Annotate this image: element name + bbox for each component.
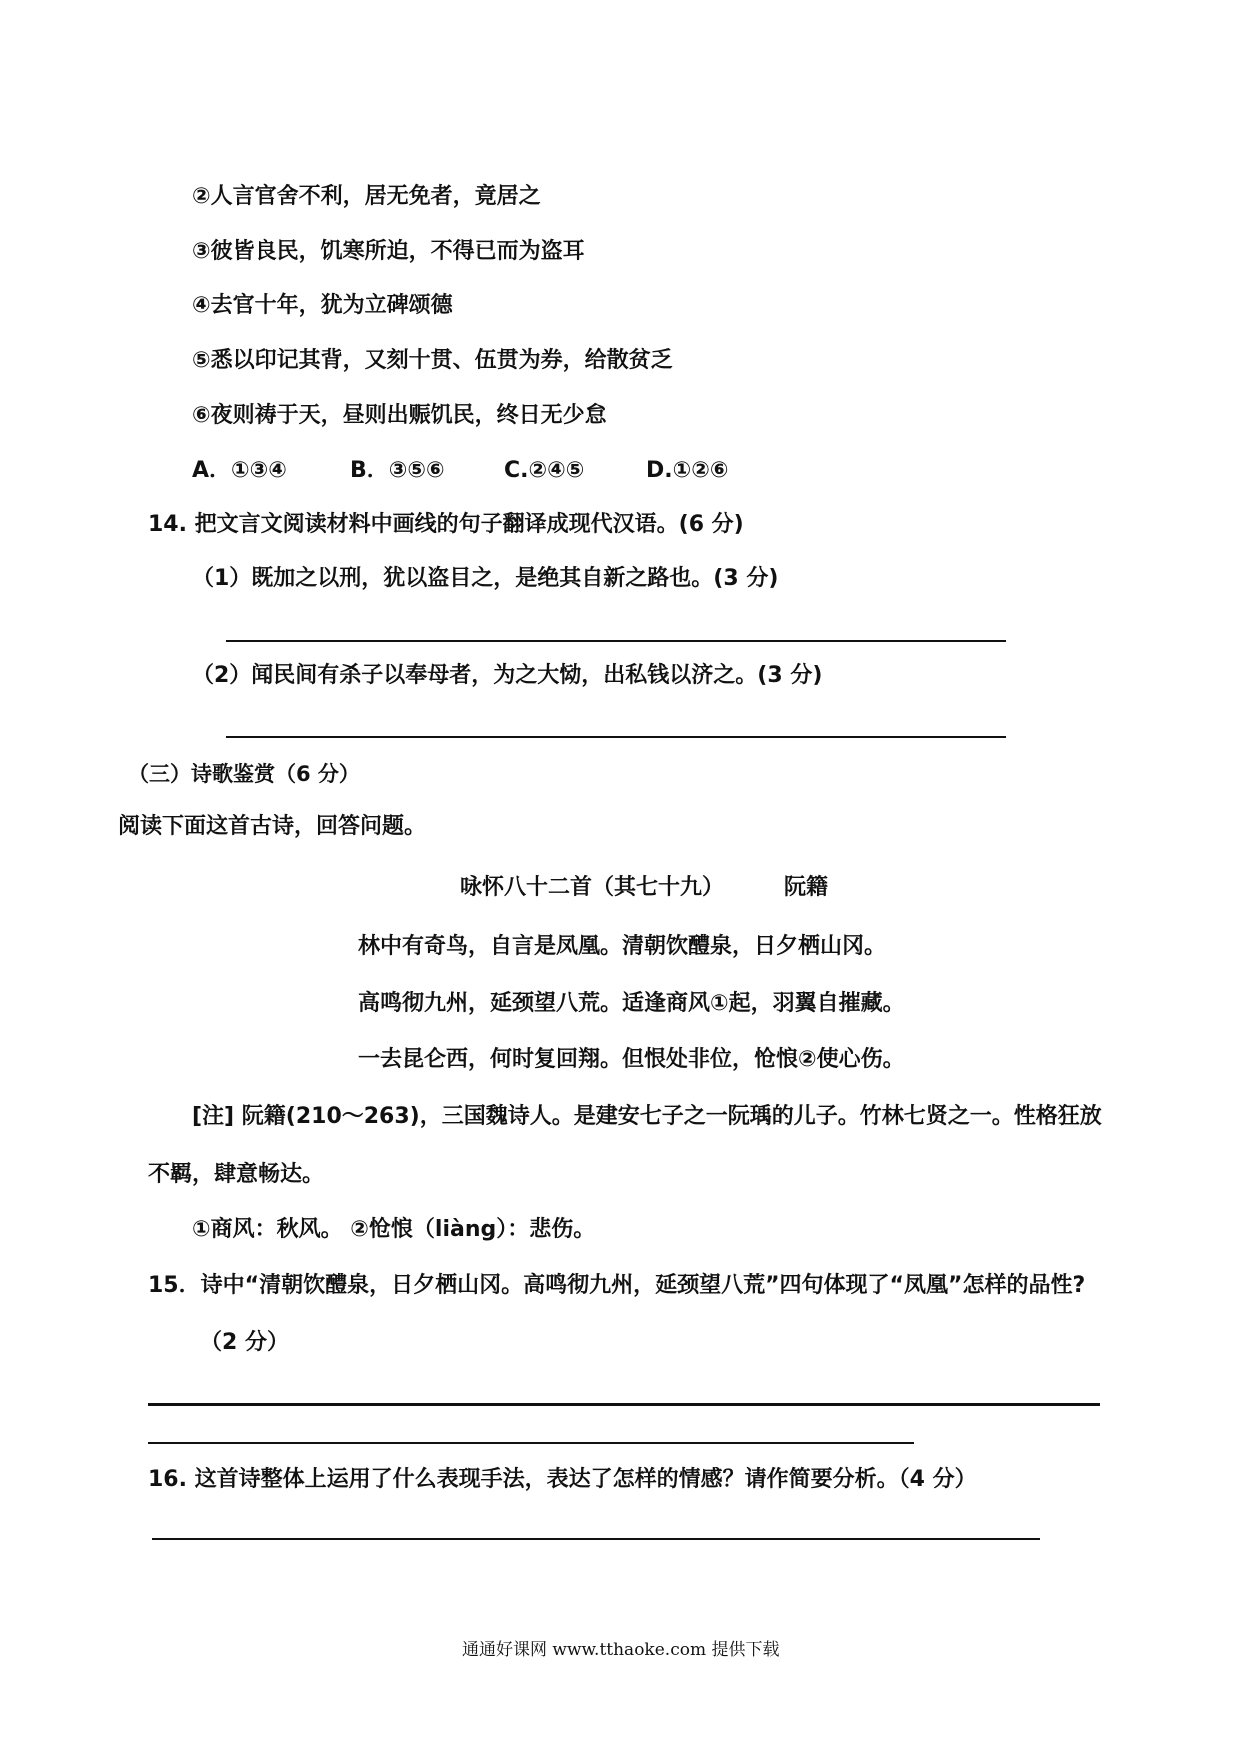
- choice-b: B．③⑤⑥: [350, 458, 445, 483]
- poem-author: 阮籍: [784, 875, 829, 900]
- statement-4: ④去官十年，犹为立碑颂德: [192, 293, 453, 318]
- note-line-2: 不羁，肆意畅达。: [148, 1162, 325, 1187]
- section-heading: （三）诗歌鉴赏（6 分）: [128, 762, 360, 786]
- question-14-sub1: （1）既加之以刑，犹以盗目之，是绝其自新之路也。(3 分): [192, 566, 779, 591]
- question-15-line-1: 15．诗中“清朝饮醴泉，日夕栖山冈。高鸣彻九州，延颈望八荒”四句体现了“凤凰”怎样的品性?: [148, 1273, 1086, 1298]
- statement-5: ⑤悉以印记其背，又刻十贯、伍贯为券，给散贫乏: [192, 348, 673, 373]
- choice-a: A．①③④: [192, 458, 287, 483]
- answer-line-14-1[interactable]: [226, 640, 1006, 642]
- poem-line-1: 林中有奇鸟，自言是凤凰。清朝饮醴泉，日夕栖山冈。: [358, 934, 887, 959]
- question-16-prompt: 16. 这首诗整体上运用了什么表现手法，表达了怎样的情感？请作简要分析。（4 分）: [148, 1467, 977, 1492]
- answer-line-15-1[interactable]: [148, 1403, 1100, 1406]
- section-instruction: 阅读下面这首古诗，回答问题。: [118, 814, 427, 839]
- poem-title: 咏怀八十二首（其七十九）: [460, 875, 725, 900]
- answer-line-16[interactable]: [152, 1538, 1040, 1540]
- question-14-prompt: 14. 把文言文阅读材料中画线的句子翻译成现代汉语。(6 分): [148, 512, 744, 537]
- statement-6: ⑥夜则祷于天，昼则出赈饥民，终日无少怠: [192, 403, 607, 428]
- poem-line-2: 高鸣彻九州，延颈望八荒。适逢商风①起，羽翼自摧藏。: [358, 991, 905, 1016]
- note-line-3: ①商风：秋风。 ②怆悢（liàng）：悲伤。: [192, 1217, 596, 1242]
- choice-d: D.①②⑥: [646, 458, 729, 483]
- answer-line-14-2[interactable]: [226, 736, 1006, 738]
- choice-c: C.②④⑤: [504, 458, 585, 483]
- answer-line-15-2[interactable]: [148, 1442, 914, 1444]
- note-line-1: [注] 阮籍(210～263)，三国魏诗人。是建安七子之一阮瑀的儿子。竹林七贤之一。性格狂放: [192, 1104, 1102, 1129]
- page-footer: 通通好课网 www.tthaoke.com 提供下载: [462, 1640, 780, 1660]
- statement-3: ③彼皆良民，饥寒所迫，不得已而为盗耳: [192, 239, 585, 264]
- question-14-sub2: （2）闻民间有杀子以奉母者，为之大恸，出私钱以济之。(3 分): [192, 663, 823, 688]
- question-15-line-2: （2 分）: [200, 1330, 289, 1355]
- poem-line-3: 一去昆仑西，何时复回翔。但恨处非位，怆悢②使心伤。: [358, 1047, 905, 1072]
- statement-2: ②人言官舍不利，居无免者，竟居之: [192, 184, 541, 209]
